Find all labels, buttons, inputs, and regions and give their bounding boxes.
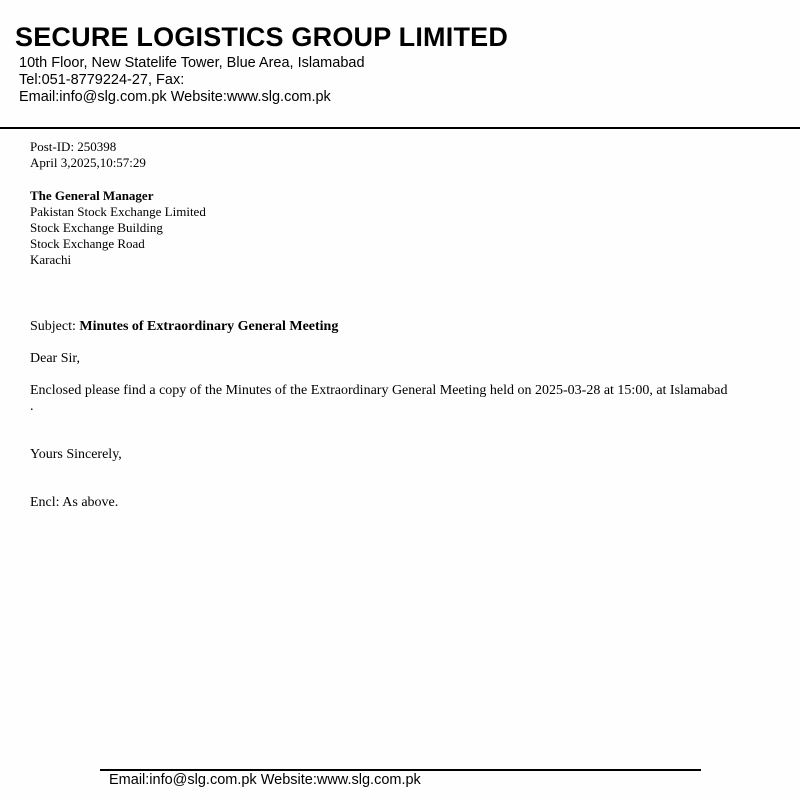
post-date: April 3,2025,10:57:29	[30, 155, 146, 170]
enclosure-note: Encl: As above.	[30, 495, 119, 510]
recipient-organization: Pakistan Stock Exchange Limited	[30, 204, 206, 219]
letter-body: Enclosed please find a copy of the Minutes of the Extraordinary General Meeting held on 2025-03-28 at 15:00, at Islamabad	[30, 383, 728, 398]
subject-text: Minutes of Extraordinary General Meeting	[79, 319, 339, 334]
recipient-city: Karachi	[30, 252, 72, 267]
salutation: Dear Sir,	[30, 351, 80, 366]
recipient-street: Stock Exchange Road	[30, 236, 145, 251]
subject-label: Subject:	[30, 319, 76, 334]
company-phone-fax: Tel:051-8779224-27, Fax:	[19, 72, 185, 88]
letter-body-end: .	[30, 399, 34, 414]
company-address: 10th Floor, New Statelife Tower, Blue Area, Islamabad	[19, 55, 365, 71]
post-id: Post-ID: 250398	[30, 139, 117, 154]
subject-line	[30, 319, 338, 335]
header-divider	[0, 127, 800, 129]
company-name: SECURE LOGISTICS GROUP LIMITED	[15, 22, 509, 52]
recipient-building: Stock Exchange Building	[30, 220, 163, 235]
recipient-title: The General Manager	[30, 188, 154, 203]
footer-email-website: Email:info@slg.com.pk Website:www.slg.com.pk	[109, 772, 421, 788]
company-email-website: Email:info@slg.com.pk Website:www.slg.com.pk	[19, 89, 331, 105]
closing: Yours Sincerely,	[30, 447, 122, 462]
footer-divider	[100, 769, 701, 771]
